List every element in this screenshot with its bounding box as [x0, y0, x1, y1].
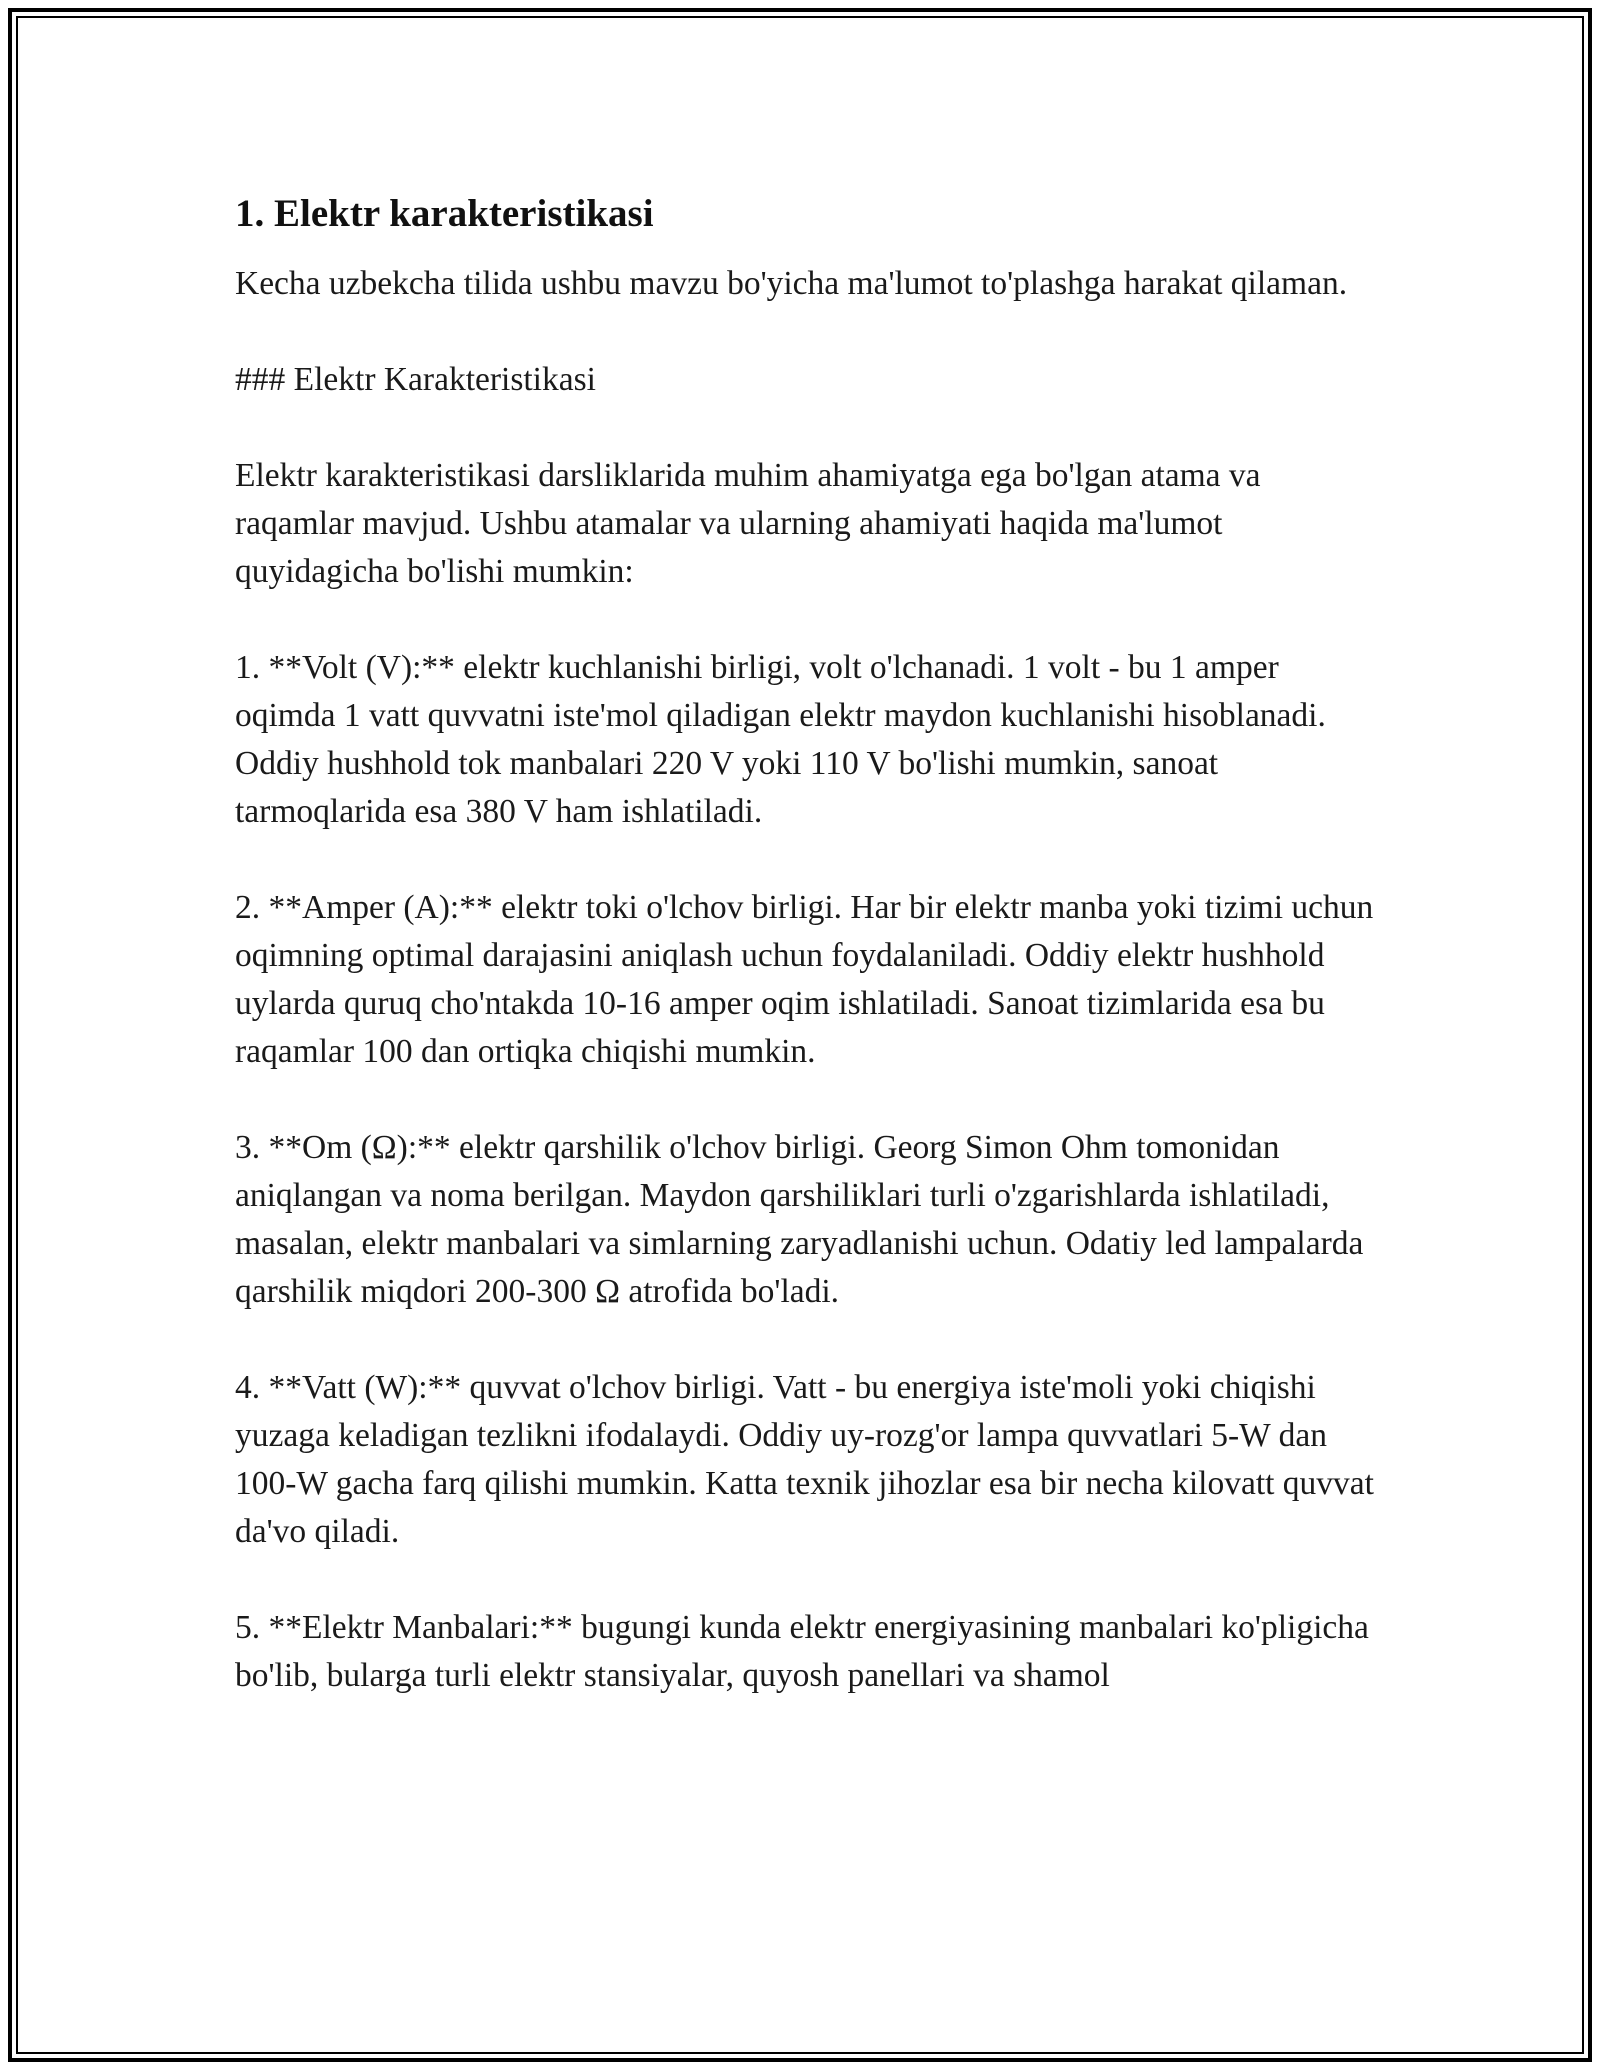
list-item-volt: 1. **Volt (V):** elektr kuchlanishi birligi, volt o'lchanadi. 1 volt - bu 1 amper oqimda 1 vatt quvvatni iste'mol qiladigan elektr maydon kuchlanishi hisoblanadi. Oddiy hushhold tok manbalari 220 V yoki 110 V bo'lishi mumkin, sanoat tarmoqlarida esa 380 V ham ishlatiladi. [235, 649, 1326, 830]
overview-paragraph: Elektr karakteristikasi darsliklarida muhim ahamiyatga ega bo'lgan atama va raqamlar mavjud. Ushbu atamalar va ularning ahamiyati haqida ma'lumot quyidagicha bo'lishi mumkin: [235, 457, 1261, 590]
intro-paragraph: Kecha uzbekcha tilida ushbu mavzu bo'yicha ma'lumot to'plashga harakat qilaman. [235, 265, 1348, 302]
list-item-vatt: 4. **Vatt (W):** quvvat o'lchov birligi. Vatt - bu energiya iste'moli yoki chiqishi yuzaga keladigan tezlikni ifodalaydi. Oddiy uy-rozg'or lampa quvvatlari 5-W dan 100-W gacha farq qilishi mumkin. Katta texnik jihozlar esa bir necha kilovatt quvvat da'vo qiladi. [235, 1369, 1374, 1550]
markdown-subheading: ### Elektr Karakteristikasi [235, 361, 596, 398]
list-item-om: 3. **Om (Ω):** elektr qarshilik o'lchov birligi. Georg Simon Ohm tomonidan aniqlangan va noma berilgan. Maydon qarshiliklari turli o'zgarishlarda ishlatiladi, masalan, elektr manbalari va simlarning zaryadlanishi uchun. Odatiy led lampalarda qarshilik miqdori 200-300 Ω atrofida bo'ladi. [235, 1129, 1364, 1310]
section-heading: 1. Elektr karakteristikasi [235, 192, 654, 235]
list-item-amper: 2. **Amper (A):** elektr toki o'lchov birligi. Har bir elektr manba yoki tizimi uchun oqimning optimal darajasini aniqlash uchun foydalaniladi. Oddiy elektr hushhold uylarda quruq cho'ntakda 10-16 amper oqim ishlatiladi. Sanoat tizimlarida esa bu raqamlar 100 dan ortiqka chiqishi mumkin. [235, 889, 1374, 1070]
list-item-elektr-manbalari: 5. **Elektr Manbalari:** bugungi kunda elektr energiyasining manbalari ko'pligicha bo'lib, bularga turli elektr stansiyalar, quyosh panellari va shamol [235, 1609, 1369, 1694]
document-body [235, 188, 1375, 1700]
